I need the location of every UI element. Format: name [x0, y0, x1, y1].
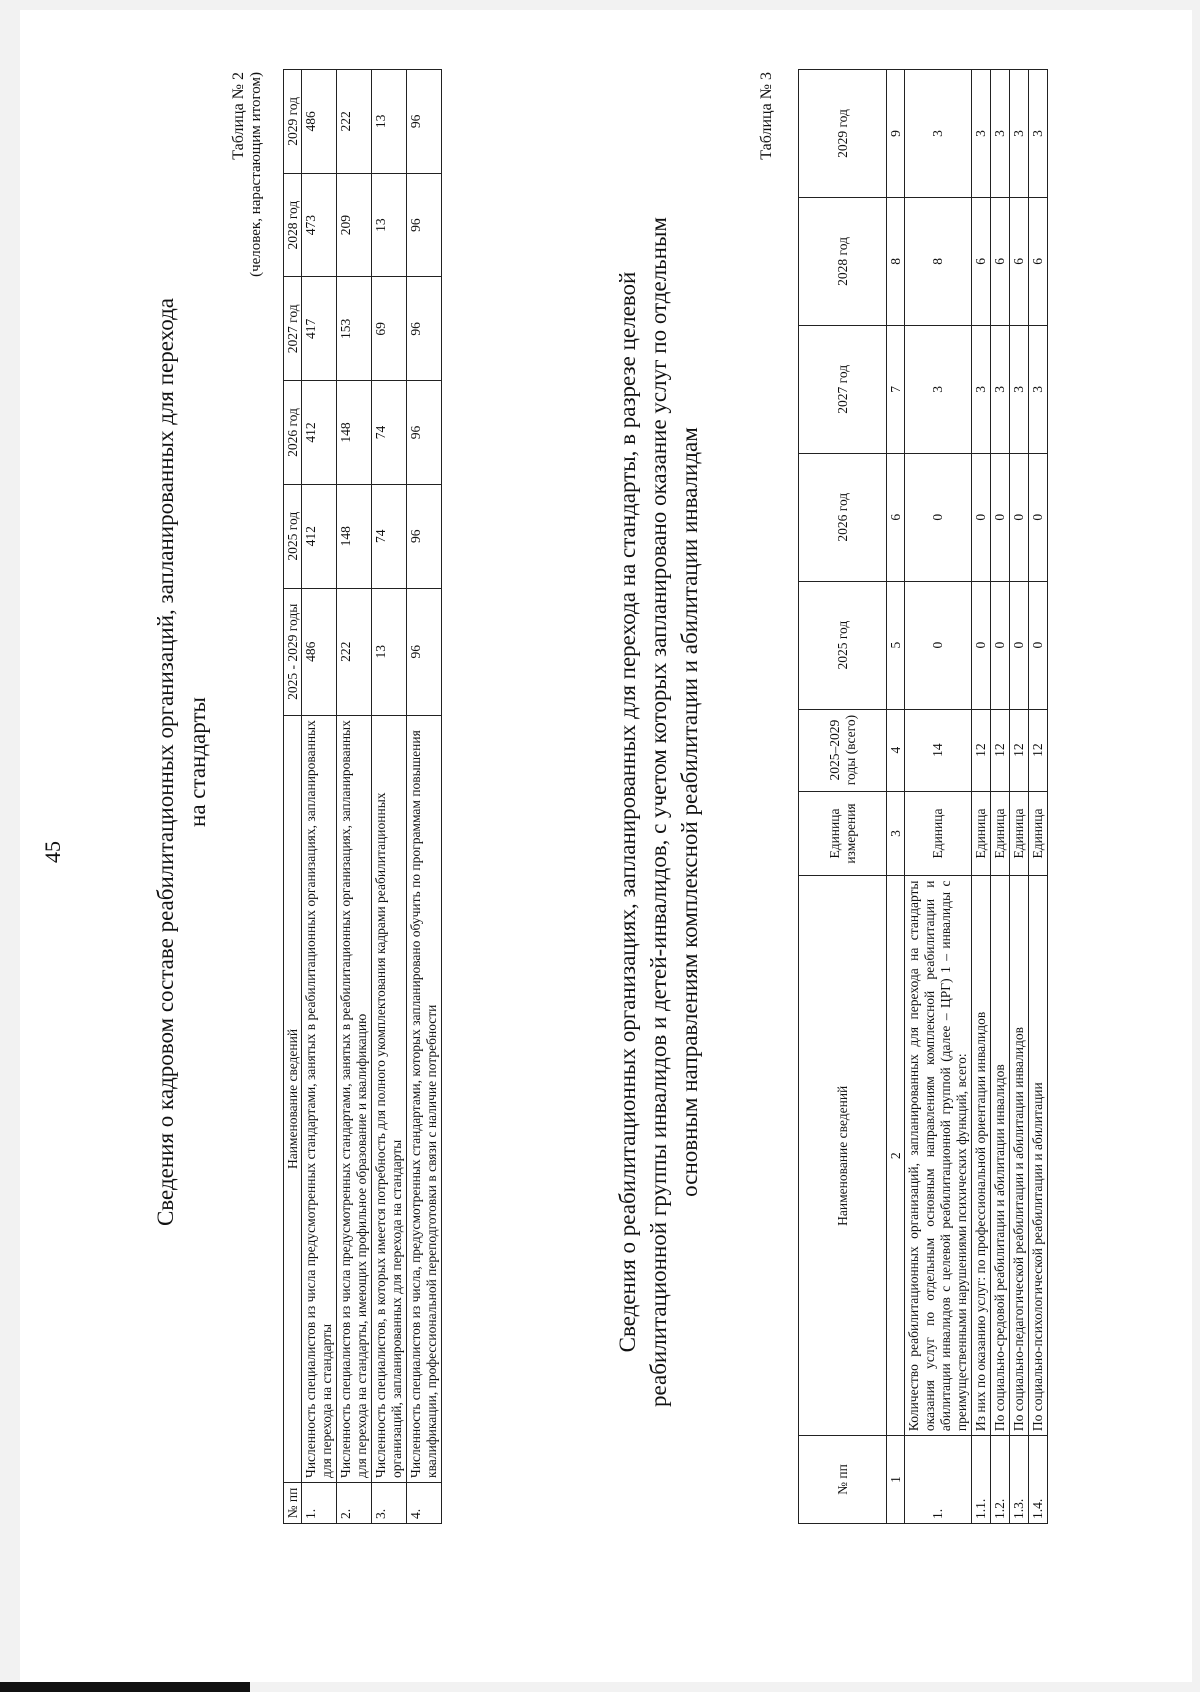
column-index: 2	[887, 876, 905, 1436]
cell-total: 12	[991, 709, 1010, 791]
cell-value: 96	[407, 484, 442, 588]
column-index: 3	[887, 791, 905, 876]
cell-value: 412	[302, 484, 337, 588]
row-name: Численность специалистов, в которых имеется потребность для полного укомплектования кадрами реабилитационных организаций, запланированных для перехода на стандарты	[372, 715, 407, 1482]
cell-value: 0	[905, 453, 972, 581]
table3-header: 2027 год	[799, 325, 887, 453]
cell-unit: Единица	[1010, 791, 1029, 876]
row-number: 2.	[337, 1482, 372, 1523]
table3-header: 2029 год	[799, 70, 887, 198]
cell-value: 96	[407, 173, 442, 277]
row-name: Количество реабилитационных организаций, запланированных для перехода на стандарты оказания услуг по отдельным основным направлениям комплексной реабилитации и абилитации инвалидов с целевой реабилитационной группой (далее – ЦРГ) 1 – инвалиды с преимущественными нарушениями психических функций, всего:	[905, 876, 972, 1436]
table2-unit-note: (человек, нарастающим итогом)	[248, 72, 264, 277]
table3-title-line2: реабилитационной группы инвалидов и детей-инвалидов, с учетом которых запланировано оказание услуг по отдельным	[646, 217, 671, 1407]
cell-value: 0	[1029, 453, 1048, 581]
row-name: По социально-педагогической реабилитации и абилитации инвалидов	[1010, 876, 1029, 1436]
cell-value: 3	[1029, 325, 1048, 453]
cell-value: 0	[991, 453, 1010, 581]
cell-unit: Единица	[905, 791, 972, 876]
table2-title	[150, 252, 214, 1272]
row-number: 4.	[407, 1482, 442, 1523]
table3-header: 2025–2029 годы (всего)	[799, 709, 887, 791]
table2-header: № пп	[284, 1482, 302, 1523]
row-number: 3.	[372, 1482, 407, 1523]
column-index: 8	[887, 197, 905, 325]
column-index: 6	[887, 453, 905, 581]
cell-value: 222	[337, 70, 372, 174]
cell-value: 0	[1029, 581, 1048, 709]
table3-header: Наименование сведений	[799, 876, 887, 1436]
cell-value: 3	[1010, 70, 1029, 198]
cell-value: 0	[1010, 453, 1029, 581]
cell-total: 12	[1010, 709, 1029, 791]
cell-value: 6	[991, 197, 1010, 325]
cell-value: 0	[991, 581, 1010, 709]
table2	[283, 69, 442, 1524]
row-number: 1.3.	[1010, 1436, 1029, 1524]
page-number: 45	[40, 841, 65, 863]
table2-title-line1: Сведения о кадровом составе реабилитационных организаций, запланированных для перехода	[153, 297, 178, 1227]
row-name: Численность специалистов из числа, предусмотренных стандартами, которых запланировано обучить по программам повышения квалификации, профессиональной переподготовки в связи с наличие потребности	[407, 715, 442, 1482]
column-index: 7	[887, 325, 905, 453]
table-row	[407, 70, 442, 1524]
row-number: 1.1.	[972, 1436, 991, 1524]
row-number: 1.	[905, 1436, 972, 1524]
table3-title-line3: основным направлениям комплексной реабилитации и абилитации инвалидам	[677, 427, 702, 1197]
cell-value: 153	[337, 277, 372, 381]
column-index: 4	[887, 709, 905, 791]
row-name: Численность специалистов из числа предусмотренных стандартами, занятых в реабилитационных организациях, запланированных для перехода на стандарты	[302, 715, 337, 1482]
cell-value: 6	[1010, 197, 1029, 325]
cell-value: 3	[972, 325, 991, 453]
row-name: Численность специалистов из числа предусмотренных стандартами, занятых в реабилитационных организациях, запланированных для перехода на стандарты, имеющих профильное образование и квалификацию	[337, 715, 372, 1482]
cell-value: 96	[407, 70, 442, 174]
table2-header: 2029 год	[284, 70, 302, 174]
row-name: По социально-средовой реабилитации и абилитации инвалидов	[991, 876, 1010, 1436]
table3-caption	[758, 72, 776, 392]
cell-total: 14	[905, 709, 972, 791]
cell-value: 0	[905, 581, 972, 709]
table2-header-row	[284, 70, 302, 1524]
table-row	[372, 70, 407, 1524]
cell-total: 13	[372, 588, 407, 715]
cell-value: 148	[337, 484, 372, 588]
cell-value: 6	[972, 197, 991, 325]
table-row	[302, 70, 337, 1524]
cell-unit: Единица	[1029, 791, 1048, 876]
table-row	[972, 70, 991, 1524]
cell-unit: Единица	[991, 791, 1010, 876]
row-name: По социально-психологической реабилитации и абилитации	[1029, 876, 1048, 1436]
cell-value: 3	[905, 70, 972, 198]
table3-header: 2028 год	[799, 197, 887, 325]
cell-value: 209	[337, 173, 372, 277]
row-number: 1.2.	[991, 1436, 1010, 1524]
cell-value: 8	[905, 197, 972, 325]
column-index: 5	[887, 581, 905, 709]
cell-value: 486	[302, 70, 337, 174]
cell-value: 3	[972, 70, 991, 198]
table3-title-line1: Сведения о реабилитационных организациях, запланированных для перехода на стандарты, в разрезе целевой	[615, 271, 640, 1353]
cell-value: 96	[407, 381, 442, 485]
cell-value: 417	[302, 277, 337, 381]
table2-header: 2025 год	[284, 484, 302, 588]
cell-value: 3	[1010, 325, 1029, 453]
cell-value: 3	[905, 325, 972, 453]
cell-total: 96	[407, 588, 442, 715]
table2-header: 2027 год	[284, 277, 302, 381]
cell-total: 12	[972, 709, 991, 791]
table2-title-line2: на стандарты	[185, 697, 210, 827]
cell-total: 222	[337, 588, 372, 715]
table2-header: 2025 - 2029 годы	[284, 588, 302, 715]
cell-value: 0	[1010, 581, 1029, 709]
cell-value: 74	[372, 381, 407, 485]
cell-value: 13	[372, 173, 407, 277]
table-row	[1010, 70, 1029, 1524]
table3	[798, 69, 1048, 1524]
table3-header-row	[799, 70, 887, 1524]
row-number: 1.4.	[1029, 1436, 1048, 1524]
cell-total: 486	[302, 588, 337, 715]
table2-header: 2026 год	[284, 381, 302, 485]
cell-value: 69	[372, 277, 407, 381]
cell-value: 3	[1029, 70, 1048, 198]
table-row	[905, 70, 972, 1524]
table-row	[1029, 70, 1048, 1524]
table3-label: Таблица № 3	[758, 72, 775, 160]
cell-value: 74	[372, 484, 407, 588]
row-number: 1.	[302, 1482, 337, 1523]
cell-unit: Единица	[972, 791, 991, 876]
table3-header: № пп	[799, 1436, 887, 1524]
table-row	[991, 70, 1010, 1524]
column-index: 9	[887, 70, 905, 198]
table2-caption	[230, 72, 265, 392]
cell-value: 96	[407, 277, 442, 381]
cell-value: 148	[337, 381, 372, 485]
cell-value: 13	[372, 70, 407, 174]
row-name: Из них по оказанию услуг: по профессиональной ориентации инвалидов	[972, 876, 991, 1436]
table3-header: Единица измерения	[799, 791, 887, 876]
table2-label: Таблица № 2	[230, 72, 247, 160]
cell-value: 3	[991, 70, 1010, 198]
table2-header: Наименование сведений	[284, 715, 302, 1482]
table3-index-row	[887, 70, 905, 1524]
table3-title	[612, 102, 705, 1522]
cell-value: 6	[1029, 197, 1048, 325]
cell-value: 412	[302, 381, 337, 485]
cell-value: 0	[972, 453, 991, 581]
table3-header: 2025 год	[799, 581, 887, 709]
table2-header: 2028 год	[284, 173, 302, 277]
cell-value: 473	[302, 173, 337, 277]
cell-value: 3	[991, 325, 1010, 453]
table3-header: 2026 год	[799, 453, 887, 581]
cell-total: 12	[1029, 709, 1048, 791]
cell-value: 0	[972, 581, 991, 709]
table-row	[337, 70, 372, 1524]
column-index: 1	[887, 1436, 905, 1524]
